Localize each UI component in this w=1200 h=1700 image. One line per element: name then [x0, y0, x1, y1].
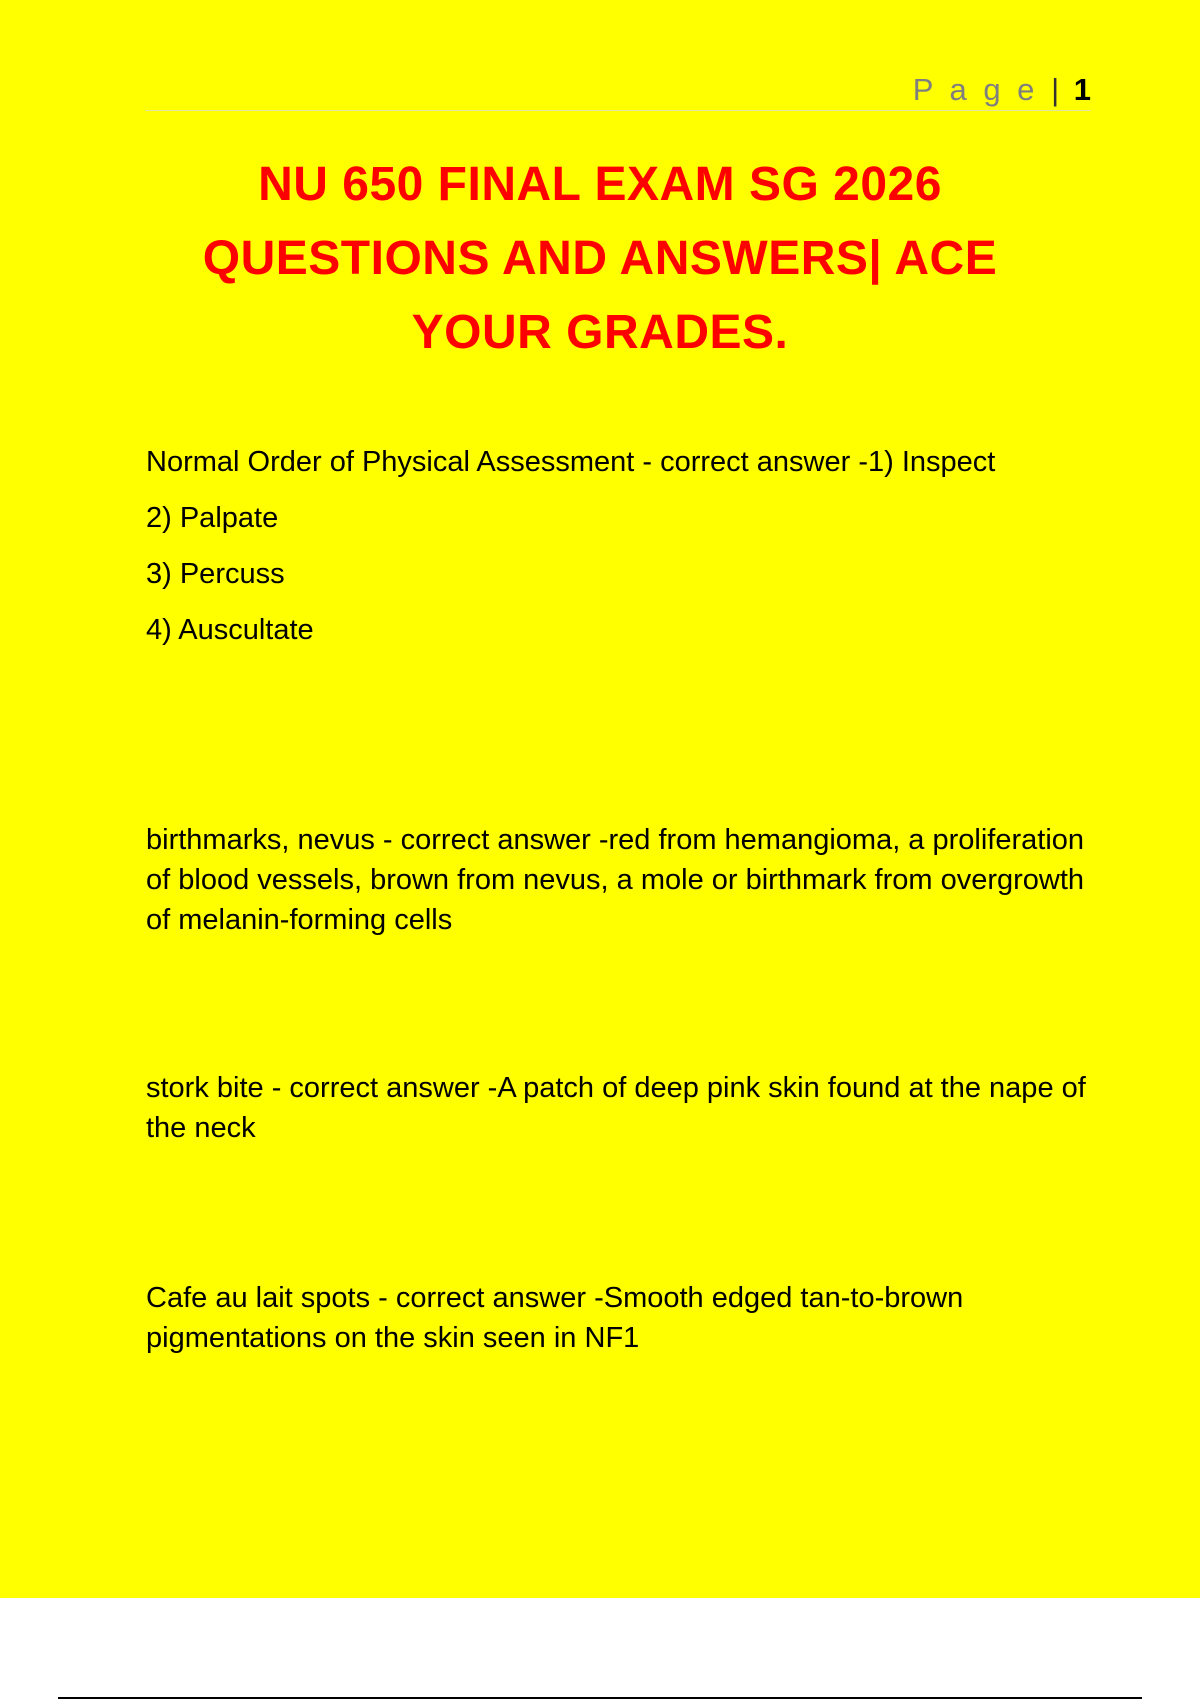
page-header: [145, 70, 1091, 111]
page-number: 1: [1073, 72, 1091, 107]
qa-text: Cafe au lait spots - correct answer -Smooth edged tan-to-brown pigmentations on the skin seen in NF1: [146, 1282, 964, 1354]
qa-item-stork-bite: [146, 1068, 1096, 1148]
footer-divider: [58, 1697, 1142, 1699]
qa-step: 3) Percuss: [146, 558, 285, 590]
page-separator: |: [1051, 72, 1062, 107]
page-number-label: [913, 72, 1091, 108]
page-label: P a g e: [912, 72, 1039, 107]
title-line-2: QUESTIONS AND ANSWERS| ACE: [202, 232, 998, 285]
qa-item-birthmarks: [146, 820, 1096, 940]
qa-step: 2) Palpate: [146, 502, 279, 534]
title-line-3: YOUR GRADES.: [411, 306, 789, 359]
qa-text: Normal Order of Physical Assessment - correct answer -1) Inspect: [146, 446, 996, 478]
qa-text: stork bite - correct answer -A patch of deep pink skin found at the nape of the neck: [146, 1072, 1086, 1144]
qa-text: birthmarks, nevus - correct answer -red from hemangioma, a proliferation of blood vessels, brown from nevus, a mole or birthmark from overgrowth of melanin-forming cells: [146, 824, 1085, 936]
qa-item-cafe-au-lait: [146, 1278, 1096, 1358]
document-title: [100, 148, 1100, 370]
title-line-1: NU 650 FINAL EXAM SG 2026: [258, 158, 942, 211]
qa-item-physical-assessment: [146, 442, 1096, 650]
qa-step: 4) Auscultate: [146, 614, 314, 646]
